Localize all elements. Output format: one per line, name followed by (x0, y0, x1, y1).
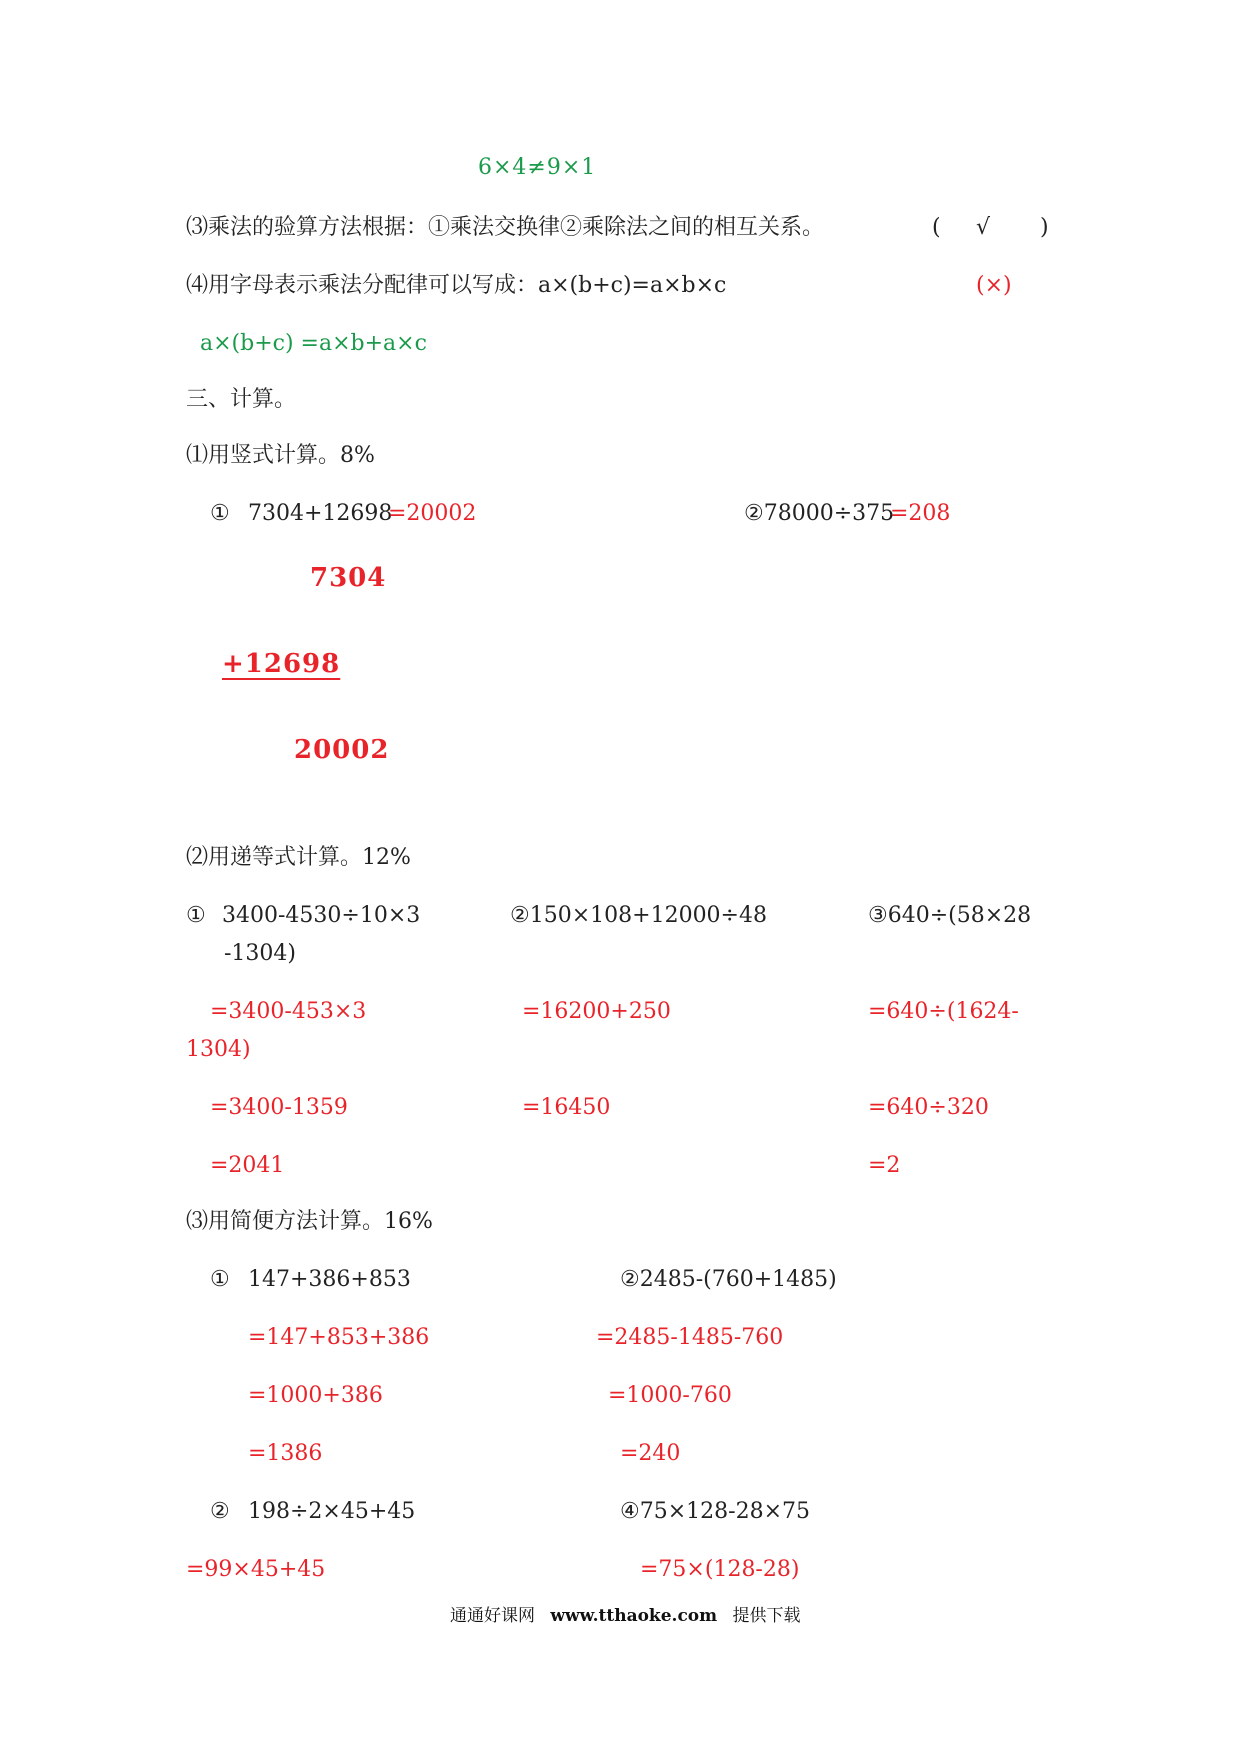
footer-site-name: 通通好课网 (450, 1606, 535, 1626)
s2-c3-step1: =640÷(1624- (868, 999, 1019, 1024)
s3-p1-step1: =147+853+386 (248, 1325, 430, 1350)
s2-c3-step2: =640÷320 (868, 1095, 989, 1120)
s1-p1-answer: =20002 (388, 501, 477, 526)
green-note-top: 6×4≠9×1 (478, 155, 597, 180)
s2-c2-step1: =16200+250 (522, 999, 671, 1024)
s1-p2-expr: ②78000÷375 (744, 501, 895, 526)
s2-c1-step1: =3400-453×3 (210, 999, 367, 1024)
s3-p2-step3: =240 (620, 1441, 681, 1466)
section-3-title: 三、计算。 (186, 387, 297, 412)
s3-p2-expr: ②2485-(760+1485) (620, 1267, 837, 1292)
s2-p3-expr-cont: -1304) (224, 941, 297, 966)
s2-p2-expr: ②150×108+12000÷48 (510, 903, 767, 928)
s1-title: ⑴用竖式计算。8% (186, 443, 375, 468)
s3-p2-step1: =2485-1485-760 (596, 1325, 784, 1350)
s3-p2-step2: =1000-760 (608, 1383, 732, 1408)
q3-paren-close: ) (1040, 215, 1049, 240)
s1-p1-expr: 7304+12698 (248, 501, 393, 526)
s2-p1-expr: 3400-4530÷10×3 (222, 903, 421, 928)
s1-p2-answer: =208 (890, 501, 951, 526)
s3-p1-label: ① (210, 1267, 230, 1292)
footer (450, 1602, 801, 1630)
s1-p1-label: ① (210, 501, 230, 526)
s3-p4-expr: ④75×128-28×75 (620, 1499, 810, 1524)
footer-note: 提供下载 (732, 1606, 801, 1626)
s2-title: ⑵用递等式计算。12% (186, 845, 411, 870)
s3-p3-expr: 198÷2×45+45 (248, 1499, 416, 1524)
s3-p1-expr: 147+386+853 (248, 1267, 411, 1292)
vertical-sum: 20002 (294, 735, 390, 765)
s2-c1-step3: =2041 (210, 1153, 285, 1178)
footer-url[interactable]: www.tthaoke.com (550, 1606, 718, 1626)
s2-p3-expr: ③640÷(58×28 (868, 903, 1032, 928)
s2-c1-step2: =3400-1359 (210, 1095, 348, 1120)
q4-correction: a×(b+c) =a×b+a×c (200, 331, 427, 356)
s3-p1-step3: =1386 (248, 1441, 323, 1466)
vertical-top: 7304 (310, 563, 387, 593)
q4-statement: ⑷用字母表示乘法分配律可以写成：a×(b+c)=a×b×c (186, 273, 727, 298)
q3-statement: ⑶乘法的验算方法根据：①乘法交换律②乘除法之间的相互关系。 (186, 215, 825, 240)
s2-c1-step1-wrap: 1304) (186, 1037, 251, 1062)
q3-paren-open: ( (932, 215, 941, 240)
s2-c3-step3: =2 (868, 1153, 901, 1178)
vertical-addend: +12698 (222, 649, 341, 679)
s3-p3-label: ② (210, 1499, 230, 1524)
s2-p1-label: ① (186, 903, 206, 928)
q4-answer: (×) (976, 273, 1012, 298)
q3-check-mark: √ (976, 215, 991, 240)
s3-p4-step1: =75×(128-28) (640, 1557, 800, 1582)
s3-title: ⑶用简便方法计算。16% (186, 1209, 433, 1234)
s3-p3-step1: =99×45+45 (186, 1557, 326, 1582)
s3-p1-step2: =1000+386 (248, 1383, 383, 1408)
s2-c2-step2: =16450 (522, 1095, 611, 1120)
